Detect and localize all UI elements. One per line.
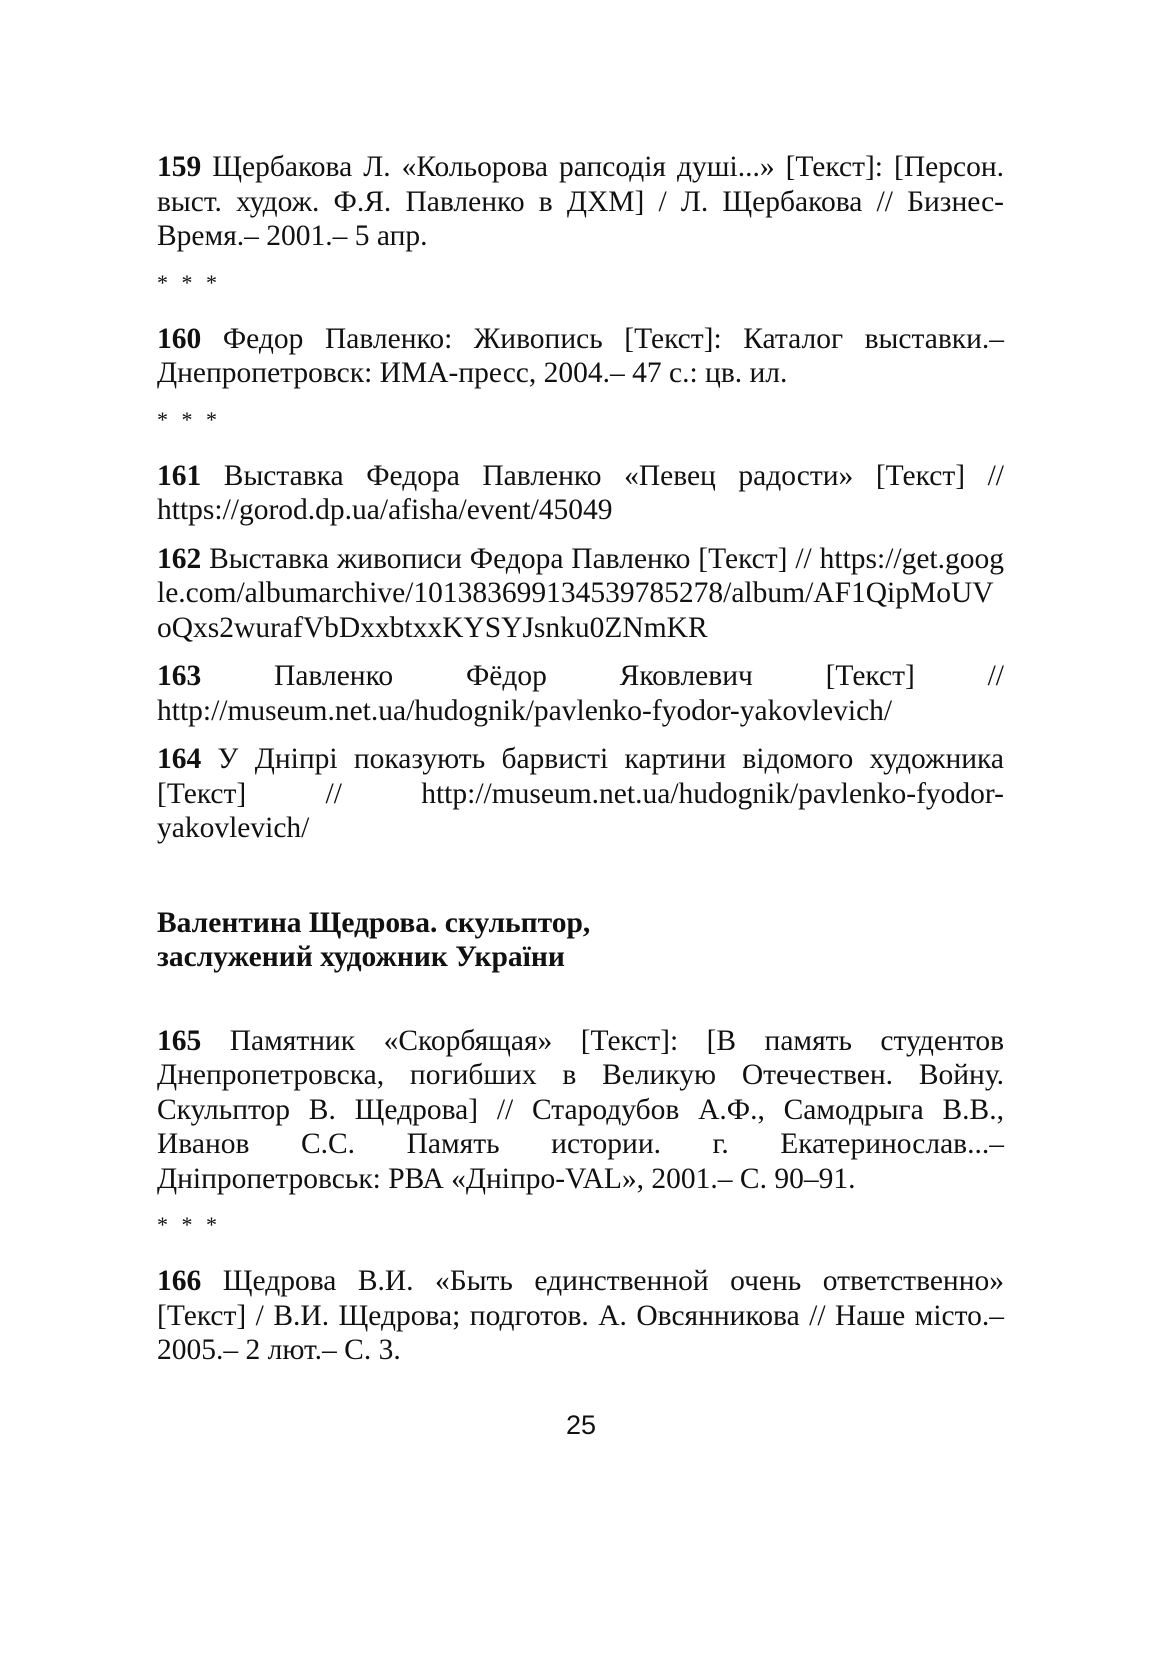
separator: * * * <box>157 406 221 432</box>
entry-text: Выставка живописи Федора Павленко [Текст] // https://get.google.com/albumarchive/101383699134539785278/album/AF1QipMoUVoQxs2wurafVbDxxbtxxKYSYJsnku0ZNmKR <box>157 542 1004 644</box>
page-content <box>157 150 1004 1368</box>
separator: * * * <box>157 1212 221 1237</box>
entry-text: Щербакова Л. «Кольорова рапсодія душі...» [Текст]: [Персон. выст. худож. Ф.Я. Павленко в ДХМ] / Л. Щербакова // Бизнес-Время.– 2001.– 5 апр. <box>157 151 1004 252</box>
bibliography-entry-164 <box>157 742 1004 846</box>
bibliography-entry-161 <box>157 459 1004 528</box>
entry-number: 161 <box>157 459 202 492</box>
section-heading-line-2: заслужений художник України <box>157 940 565 973</box>
entry-text: Павленко Фёдор Яковлевич [Текст] // http://museum.net.ua/hudognik/pavlenko-fyodor-yakovlevich/ <box>157 660 1004 727</box>
entry-text: Федор Павленко: Живопись [Текст]: Каталог выставки.– Днепропетровск: ИМА-пресс, 2004.– 47 с.: цв. ил. <box>157 322 1004 389</box>
bibliography-entry-163 <box>157 659 1004 728</box>
entry-number: 160 <box>157 322 202 355</box>
entry-text: Щедрова В.И. «Быть единственной очень ответственно» [Текст] / В.И. Щедрова; подготов. А. Овсянникова // Наше місто.– 2005.– 2 лют.– С. 3. <box>157 1265 1004 1366</box>
bibliography-entry-166 <box>157 1264 1004 1368</box>
bibliography-entry-165 <box>157 1024 1004 1197</box>
section-heading-line-1: Валентина Щедрова. скульптор, <box>157 906 591 939</box>
bibliography-entry-160 <box>157 322 1004 391</box>
entry-number: 159 <box>157 151 202 183</box>
page-number: 25 <box>565 1410 597 1440</box>
entry-text: Выставка Федора Павленко «Певец радости» [Текст] // https://gorod.dp.ua/afisha/event/45049 <box>157 459 1004 526</box>
bibliography-entry-162 <box>157 542 1004 646</box>
separator: * * * <box>157 269 221 295</box>
entry-number: 162 <box>157 542 202 575</box>
entry-text: Памятник «Скорбящая» [Текст]: [В память студентов Днепропетровска, погибших в Великую Отечествен. Войну. Скульптор В. Щедрова] // Стародубов А.Ф., Самодрыга В.В., Иванов С.С. Память истории. г. Екатеринослав...– Дніпропетровськ: РВА «Дніпро-VAL», 2001.– С. 90–91. <box>157 1024 1004 1195</box>
entry-text: У Дніпрі показують барвисті картини відомого художника [Текст] // http://museum.net.ua/hudognik/pavlenko-fyodor-yakovlevich/ <box>157 743 1004 844</box>
entry-number: 165 <box>157 1024 202 1057</box>
entry-number: 163 <box>157 660 202 692</box>
entry-number: 164 <box>157 743 202 775</box>
entry-number: 166 <box>157 1265 202 1297</box>
bibliography-entry-159 <box>157 150 1004 254</box>
section-heading <box>157 906 1004 974</box>
